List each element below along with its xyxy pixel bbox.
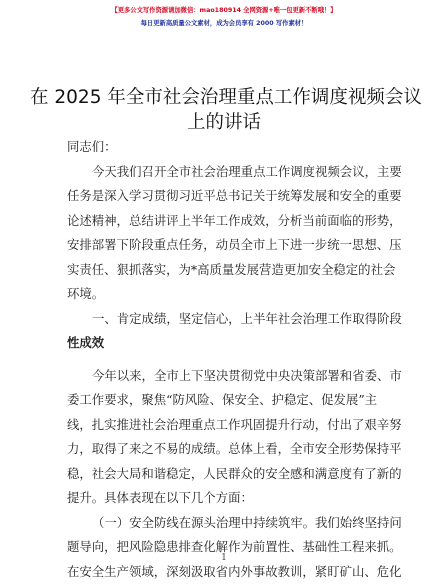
paragraph-intro — [67, 160, 387, 307]
paragraph-line: 题导向，把风险隐患排查化解作为前置性、基础性工程来抓。 — [67, 535, 387, 560]
paragraph-security — [67, 511, 387, 584]
paragraph-line: 安排部署下阶段重点任务，动员全市上下进一步统一思想、压 — [67, 233, 387, 258]
banner-line-update: 每日更新高质量公文素材，成为会员享有 2000 写作素材！ — [0, 17, 448, 30]
page-number: 1 — [0, 553, 448, 563]
paragraph-line: 实责任、狠抓落实，为*高质量发展营造更加安全稳定的社会 — [67, 258, 387, 283]
paragraph-achievements — [67, 364, 387, 511]
heading-line: 性成效 — [67, 331, 387, 356]
resource-banner — [0, 4, 448, 30]
paragraph-line: 在安全生产领域，深刻汲取省内外事故教训，紧盯矿山、危化 — [67, 560, 387, 584]
section-heading-1 — [67, 307, 387, 356]
paragraph-line: （一）安全防线在源头治理中持续筑牢。我们始终坚持问 — [67, 511, 387, 536]
paragraph-line: 委工作要求，聚焦“防风险、保安全、护稳定、促发展”主 — [67, 388, 387, 413]
paragraph-line: 任务是深入学习贯彻习近平总书记关于统筹发展和安全的重要 — [67, 184, 387, 209]
title-line-2: 上的讲话 — [30, 110, 418, 135]
paragraph-line: 环境。 — [67, 282, 387, 307]
paragraph-line: 论述精神，总结讲评上半年工作成效，分析当前面临的形势， — [67, 209, 387, 234]
paragraph-line: 力，取得了来之不易的成绩。总体上看，全市安全形势保持平 — [67, 437, 387, 462]
document-title — [30, 85, 418, 135]
paragraph-line: 今年以来，全市上下坚决贯彻党中央决策部署和省委、市 — [67, 364, 387, 389]
paragraph-line: 稳，社会大局和谐稳定，人民群众的安全感和满意度有了新的 — [67, 462, 387, 487]
banner-line-promo: 【更多公文写作资源请加微信：mao180914 全网资源+唯一包更新不断哦！】 — [0, 4, 448, 17]
paragraph-line: 线，扎实推进社会治理重点工作巩固提升行动，付出了艰辛努 — [67, 413, 387, 438]
paragraph-line: 今天我们召开全市社会治理重点工作调度视频会议，主要 — [67, 160, 387, 185]
speech-body — [67, 135, 387, 584]
salutation: 同志们： — [67, 135, 387, 160]
paragraph-line: 提升。具体表现在以下几个方面： — [67, 486, 387, 511]
title-line-1: 在 2025 年全市社会治理重点工作调度视频会议 — [30, 85, 418, 110]
heading-line: 一、肯定成绩，坚定信心，上半年社会治理工作取得阶段 — [67, 307, 387, 332]
